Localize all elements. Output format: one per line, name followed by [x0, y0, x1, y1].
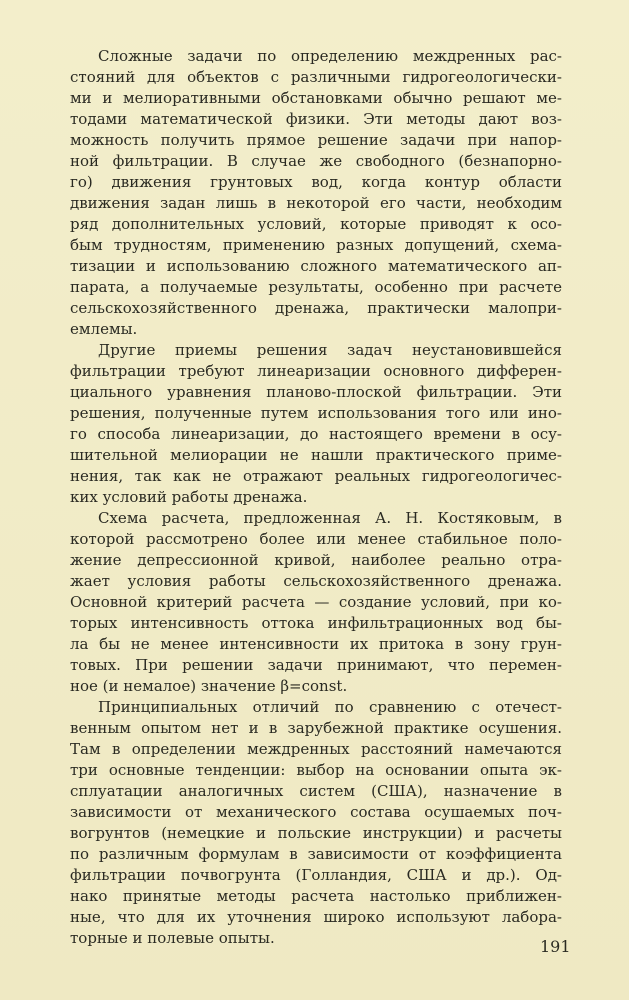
text-line: Там в определении междренных расстояний намечаются	[70, 740, 562, 758]
text-line: которой рассмотрено более или менее стабильное поло-	[70, 530, 562, 548]
text-line: ные, что для их уточнения широко используют лабора-	[70, 908, 562, 926]
text-line: торых интенсивность оттока инфильтрационных вод бы-	[70, 614, 562, 632]
text-line: го) движения грунтовых вод, когда контур области	[70, 173, 562, 191]
text-line: тизации и использованию сложного математического ап-	[70, 257, 562, 275]
text-line: тодами математической физики. Эти методы дают воз-	[70, 110, 562, 128]
page-number: 191	[540, 937, 571, 956]
text-line: венным опытом нет и в зарубежной практике осушения.	[70, 719, 562, 737]
text-line: можность получить прямое решение задачи при напор-	[70, 131, 562, 149]
text-line: жает условия работы сельскохозяйственного дренажа.	[70, 572, 562, 590]
text-line: сплуатации аналогичных систем (США), назначение в	[70, 782, 562, 800]
text-line: ких условий работы дренажа.	[70, 488, 308, 506]
text-line: товых. При решении задачи принимают, что перемен-	[70, 656, 562, 674]
text-line: Сложные задачи по определению междренных рас-	[98, 47, 562, 65]
text-line: ми и мелиоративными обстановками обычно решают ме-	[70, 89, 562, 107]
text-line: торные и полевые опыты.	[70, 929, 275, 947]
text-line: парата, а получаемые результаты, особенно при расчете	[70, 278, 562, 296]
text-line: ряд дополнительных условий, которые приводят к осо-	[70, 215, 562, 233]
text-line: вогрунтов (немецкие и польские инструкции) и расчеты	[70, 824, 562, 842]
text-line: Схема расчета, предложенная А. Н. Костяковым, в	[98, 509, 562, 527]
text-line: нения, так как не отражают реальных гидрогеологичес-	[70, 467, 562, 485]
text-line: движения задан лишь в некоторой его части, необходим	[70, 194, 562, 212]
text-line: ла бы не менее интенсивности их притока в зону грун-	[70, 635, 562, 653]
text-line: фильтрации почвогрунта (Голландия, США и др.). Од-	[70, 866, 562, 884]
text-line: циального уравнения планово-плоской фильтрации. Эти	[70, 383, 562, 401]
text-line: по различным формулам в зависимости от коэффициента	[70, 845, 562, 863]
text-line: го способа линеаризации, до настоящего времени в осу-	[70, 425, 562, 443]
text-line: сельскохозяйственного дренажа, практически малопри-	[70, 299, 562, 317]
text-line: емлемы.	[70, 320, 138, 338]
text-line: ной фильтрации. В случае же свободного (безнапорно-	[70, 152, 562, 170]
text-line: стояний для объектов с различными гидрогеологически-	[70, 68, 562, 86]
text-line: нако принятые методы расчета настолько приближен-	[70, 887, 562, 905]
text-line: решения, полученные путем использования того или ино-	[70, 404, 562, 422]
page-body-text	[70, 46, 562, 949]
text-line: Принципиальных отличий по сравнению с отечест-	[98, 698, 562, 716]
text-line: фильтрации требуют линеаризации основного дифферен-	[70, 362, 562, 380]
text-line: три основные тенденции: выбор на основании опыта эк-	[70, 761, 562, 779]
text-line: зависимости от механического состава осушаемых поч-	[70, 803, 562, 821]
text-line: Другие приемы решения задач неустановившейся	[98, 341, 562, 359]
text-line: Основной критерий расчета — создание условий, при ко-	[70, 593, 562, 611]
text-line: ное (и немалое) значение β=const.	[70, 677, 348, 695]
text-line: жение депрессионной кривой, наиболее реально отра-	[70, 551, 562, 569]
text-line: бым трудностям, применению разных допущений, схема-	[70, 236, 562, 254]
text-line: шительной мелиорации не нашли практического приме-	[70, 446, 562, 464]
